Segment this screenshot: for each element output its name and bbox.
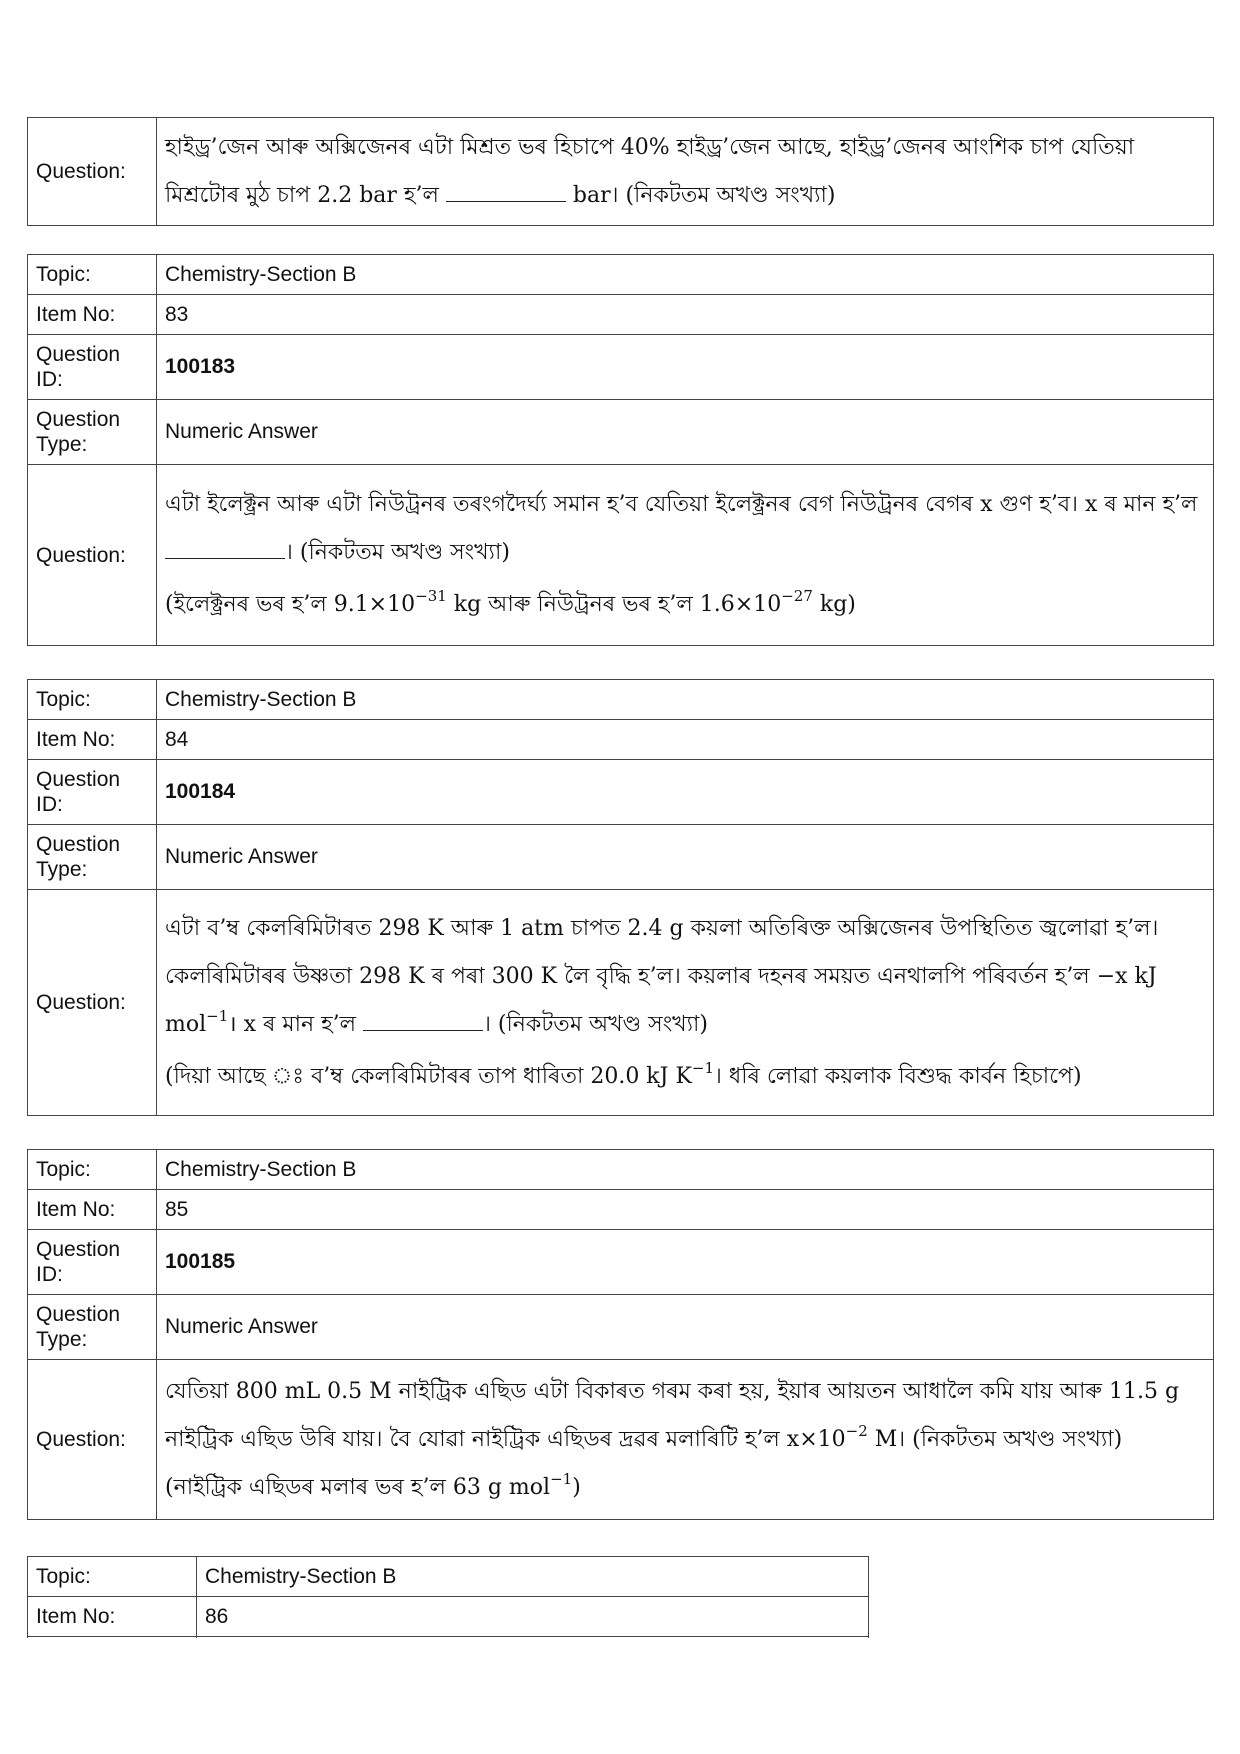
question-text-part1: হাইড্ৰ’জেন আৰু অক্সিজেনৰ এটা মিশ্ৰত ভৰ হিচাপে 40% হাইড্ৰ’জেন আছে, হাইড্ৰ’জেনৰ আংশিক চাপ যেতিয়া মিশ্ৰটোৰ মুঠ চাপ 2.2 bar হ’ল — [165, 134, 1135, 208]
question-type-label: Question Type: — [28, 1295, 157, 1360]
exponent: −27 — [781, 587, 813, 605]
question-note — [165, 1464, 1205, 1512]
item-no-value: 85 — [157, 1190, 1214, 1230]
exponent: −1 — [206, 1006, 229, 1025]
question-block-83 — [27, 254, 1214, 646]
note-end: kg) — [812, 592, 856, 617]
answer-blank — [446, 200, 566, 202]
note-neutron-mass: kg আৰু নিউট্ৰনৰ ভৰ হ’ল 1.6×10 — [446, 592, 782, 617]
note-heat-capacity: (দিয়া আছে ঃ ব’ম্ব কেলৰিমিটাৰৰ তাপ ধাৰিতা 20.0 kJ K — [165, 1063, 692, 1089]
question-block-86 — [27, 1556, 869, 1638]
question-text — [157, 465, 1214, 646]
question-text-line1b: । x ৰ মান হ’ল — [228, 1011, 357, 1037]
topic-label: Topic: — [28, 680, 157, 720]
next-row-label — [28, 1637, 197, 1639]
topic-value: Chemistry-Section B — [197, 1557, 869, 1597]
question-id-value: 100183 — [157, 335, 1214, 400]
question-label: Question: — [28, 890, 157, 1116]
question-type-value: Numeric Answer — [157, 400, 1214, 465]
exponent: −1 — [691, 1058, 715, 1077]
note-molar-mass: (নাইট্ৰিক এছিডৰ মলাৰ ভৰ হ’ল 63 g mol — [165, 1474, 551, 1500]
answer-blank — [165, 557, 285, 559]
topic-label: Topic: — [28, 255, 157, 295]
question-label: Question: — [28, 465, 157, 646]
item-no-value: 84 — [157, 720, 1214, 760]
question-text-line1: যেতিয়া 800 mL 0.5 M নাইট্ৰিক এছিড এটা বিকাৰত গৰম কৰা হয়, ইয়াৰ আয়তন আধালৈ কমি যায় আৰু 11.5 g নাইট্ৰিক এছিড উৰি যায়। বৈ যোৱা নাইট্ৰিক এছিডৰ দ্ৰৱৰ মলাৰিটি হ’ল x×10 — [165, 1378, 1180, 1452]
question-text-line1b: M। (নিকটতম অখণ্ড সংখ্যা) — [867, 1426, 1123, 1452]
question-id-label: Question ID: — [28, 1230, 157, 1295]
answer-blank — [363, 1029, 483, 1031]
next-row-value — [197, 1637, 869, 1639]
question-type-value: Numeric Answer — [157, 825, 1214, 890]
question-note — [165, 581, 1205, 629]
question-type-value: Numeric Answer — [157, 1295, 1214, 1360]
item-no-label: Item No: — [28, 295, 157, 335]
exponent: −31 — [415, 587, 447, 605]
item-no-value: 83 — [157, 295, 1214, 335]
question-type-label: Question Type: — [28, 400, 157, 465]
item-no-value: 86 — [197, 1597, 869, 1637]
question-id-value: 100185 — [157, 1230, 1214, 1295]
question-text-line1c: । (নিকটতম অখণ্ড সংখ্যা) — [483, 1011, 708, 1037]
topic-label: Topic: — [28, 1150, 157, 1190]
question-text-part2: bar। (নিকটতম অখণ্ড সংখ্যা) — [572, 182, 836, 208]
question-note — [165, 1053, 1205, 1101]
question-text — [157, 1360, 1214, 1520]
question-text-line2: । (নিকটতম অখণ্ড সংখ্যা) — [285, 540, 510, 565]
topic-label: Topic: — [28, 1557, 197, 1597]
topic-value: Chemistry-Section B — [157, 680, 1214, 720]
question-text-line1: এটা ব’ম্ব কেলৰিমিটাৰত 298 K আৰু 1 atm চাপত 2.4 g কয়লা অতিৰিক্ত অক্সিজেনৰ উপস্থিতিত জ্বলোৱা হ’ল। কেলৰিমিটাৰৰ উষ্ণতা 298 K ৰ পৰা 300 K লৈ বৃদ্ধি হ’ল। কয়লাৰ দহনৰ সময়ত এনথালপি পৰিবৰ্তন হ’ল −x kJ mol — [165, 915, 1159, 1037]
item-no-label: Item No: — [28, 720, 157, 760]
question-text — [157, 118, 1214, 226]
question-block-85 — [27, 1149, 1214, 1520]
question-block-86-clip — [27, 1556, 869, 1638]
item-no-label: Item No: — [28, 1597, 197, 1637]
question-text-line1: এটা ইলেক্ট্ৰন আৰু এটা নিউট্ৰনৰ তৰংগদৈৰ্ঘ্য সমান হ’ব যেতিয়া ইলেক্ট্ৰনৰ বেগ নিউট্ৰনৰ বেগৰ x গুণ হ’ব। x ৰ মান হ’ল — [165, 492, 1198, 517]
question-type-label: Question Type: — [28, 825, 157, 890]
topic-value: Chemistry-Section B — [157, 255, 1214, 295]
note-end: ) — [572, 1474, 581, 1500]
question-text — [157, 890, 1214, 1116]
exponent: −2 — [845, 1421, 868, 1440]
topic-value: Chemistry-Section B — [157, 1150, 1214, 1190]
item-no-label: Item No: — [28, 1190, 157, 1230]
question-label: Question: — [28, 1360, 157, 1520]
note-electron-mass: (ইলেক্ট্ৰনৰ ভৰ হ’ল 9.1×10 — [165, 592, 416, 617]
question-block-82 — [27, 117, 1214, 226]
exponent: −1 — [550, 1469, 573, 1488]
question-id-label: Question ID: — [28, 760, 157, 825]
question-id-value: 100184 — [157, 760, 1214, 825]
note-end: । ধৰি লোৱা কয়লাক বিশুদ্ধ কাৰ্বন হিচাপে) — [714, 1063, 1082, 1089]
question-label: Question: — [28, 118, 157, 226]
question-block-84 — [27, 679, 1214, 1116]
question-id-label: Question ID: — [28, 335, 157, 400]
